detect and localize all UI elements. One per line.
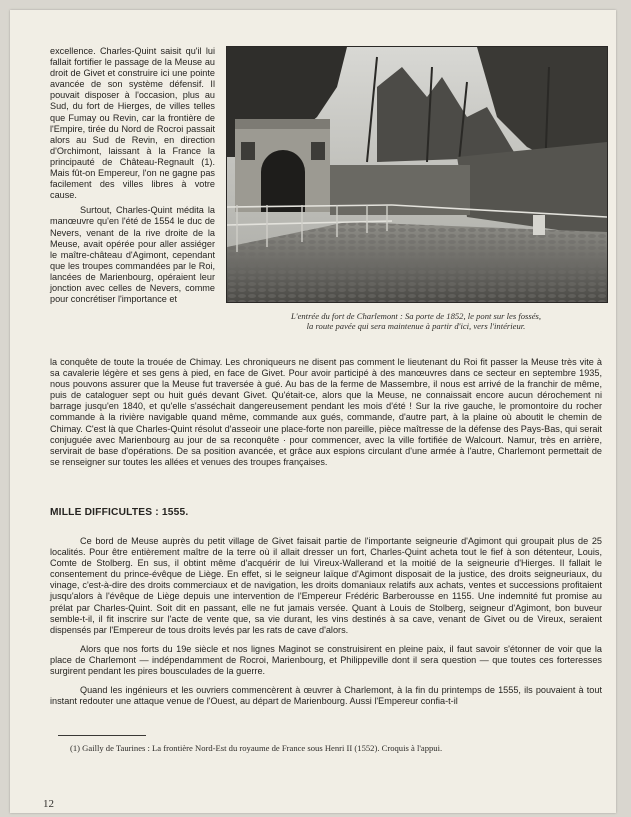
column-paragraph-2: Surtout, Charles-Quint médita la manœuvre qu'en l'été de 1554 le duc de Nevers, venant de la rive droite de la Meuse, avait opérée pour aller assiéger le maître-château d'Agimont, cependant que les troupes commandées par le Roi, lancées de Marienbourg, opéraient leur jonction avec celles de Nevers, comme pour concrétiser l'importance et — [50, 205, 215, 305]
section-text — [50, 536, 602, 707]
caption-line-1: L'entrée du fort de Charlemont : Sa porte de 1852, le pont sur les fossés, — [290, 311, 542, 321]
fort-entrance-photo — [226, 46, 608, 303]
photo-figure — [226, 46, 606, 331]
caption-line-2: la route pavée qui sera maintenue à partir d'ici, vers l'intérieur. — [306, 321, 526, 331]
page-number: 12 — [43, 798, 54, 810]
column-paragraph-1: excellence. Charles-Quint saisit qu'il lui fallait fortifier le passage de la Meuse au droit de Givet et construire ici une pointe avancée de son système défensif. Il pouvait disposer à l'occasion, plus au Sud, du fort de Hierges, de villes telles que Fumay ou Revin, car la frontière de l'Empire, tirée du Nord de Rocroi passait alors au Sud de Revin, en direction d'Orchimont, laissant à la France la principauté de Château-Regnault (1). Mais fût-on Empereur, l'on ne gagne pas facilement des villes libres à votre cause. — [50, 46, 215, 201]
footnote: (1) Gailly de Taurines : La frontière Nord-Est du royaume de France sous Henri II (1552). Croquis à l'appui. — [70, 743, 443, 753]
photo-caption — [226, 311, 606, 331]
left-column-text — [50, 46, 215, 305]
full-width-text-1 — [50, 357, 602, 468]
full-paragraph-1: la conquête de toute la trouée de Chimay. Les chroniqueurs ne disent pas comment le lieutenant du Roi fit passer la Meuse très vite à sa cavalerie légère et ses gens à pied, en face de Givet. Pour avoir participé à des manœuvres dans ce secteur en septembre 1935, nous pouvons assurer que la Meuse fut traversée à gué. Au bas de la ferme de Massembre, il nous est arrivé de la franchir de même, puis de cataloguer sept ou huit gués devant Givet. Qu'était-ce, alors que la Meuse, ne connaissait encore aucun dérochement ni barrage jusqu'en 1840, et qu'elle s'asséchait dangereusement pendant les mois d'été ! Sur la rive gauche, le promontoire du rocher commande à la rivière navigable quand même, commande aux gués, commande, d'autre part, à la plaine où aboutit le chemin de Chimay. C'est là que Charles-Quint résolut d'asseoir une place-forte non pareille, pièce maîtresse de la défense des Pays-Bas, qui serait conjuguée avec Marienbourg au jour de sa reconquête · pour commencer, avec la ville fortifiée de Walcourt. Namur, très en arrière, servirait de base d'opérations. De sa position avancée, et grâce aux espions circulant d'une armée à l'autre, Charlemont permettait de se renseigner sur toutes les allées et venues des troupes françaises. — [50, 357, 602, 467]
footnote-divider — [58, 735, 146, 736]
document-page — [10, 10, 616, 813]
section-heading: MILLE DIFFICULTES : 1555. — [50, 507, 189, 518]
section-paragraph-2: Alors que nos forts du 19e siècle et nos lignes Maginot se construisirent en pleine paix, il faut savoir s'étonner de voir que la place de Charlemont — indépendamment de Rocroi, Marienbourg, et Philippeville dont il sera question — que toutes ces forteresses surgirent pendant les pires bousculades de la guerre. — [50, 643, 602, 677]
section-paragraph-3: Quand les ingénieurs et les ouvriers commencèrent à œuvrer à Charlemont, à la fin du printemps de 1555, ils pouvaient à tout instant redouter une attaque venue de l'Ouest, au départ de Marienbourg. Aussi l'Empereur confia-t-il — [50, 685, 602, 707]
section-paragraph-1: Ce bord de Meuse auprès du petit village de Givet faisait partie de l'importante seigneurie d'Agimont qui groupait plus de 25 localités. Pour être entièrement maître de la terre où il allait dresser un fort, Charles-Quint acheta tout le fief à son détenteur, Louis, Comte de Stolberg. En sus, il obtint même d'acquérir de lui Vireux-Wallerand et la moitié de la seigneurie d'Hierges. Il fallait le consentement du prince-évêque de Liège. En effet, si le seigneur laïque d'Agimont disposait de la justice, des droits seigneuriaux, du vinage, c'est-à-dire des droits commerciaux et de navigation, les droits domaniaux relatifs aux achats, ventes et successions profitaient jusqu'alors à l'évêque de Liège depuis une intervention de l'Empereur Frédéric Barberousse en 1155. Une indemnité fut promise au prélat par Charles-Quint. Soit dit en passant, elle ne fut jamais versée. Quant à Louis de Stolberg, seigneur d'Agimont, bon buveur semble-t-il, il fit inscrire sur l'acte de vente que, sa vie durant, les vins destinés à sa cave, venant de Givet ou de Vireux, seraient dispensés par l'Empereur de tous droits levés par les rats de cave d'alors. — [50, 536, 602, 635]
